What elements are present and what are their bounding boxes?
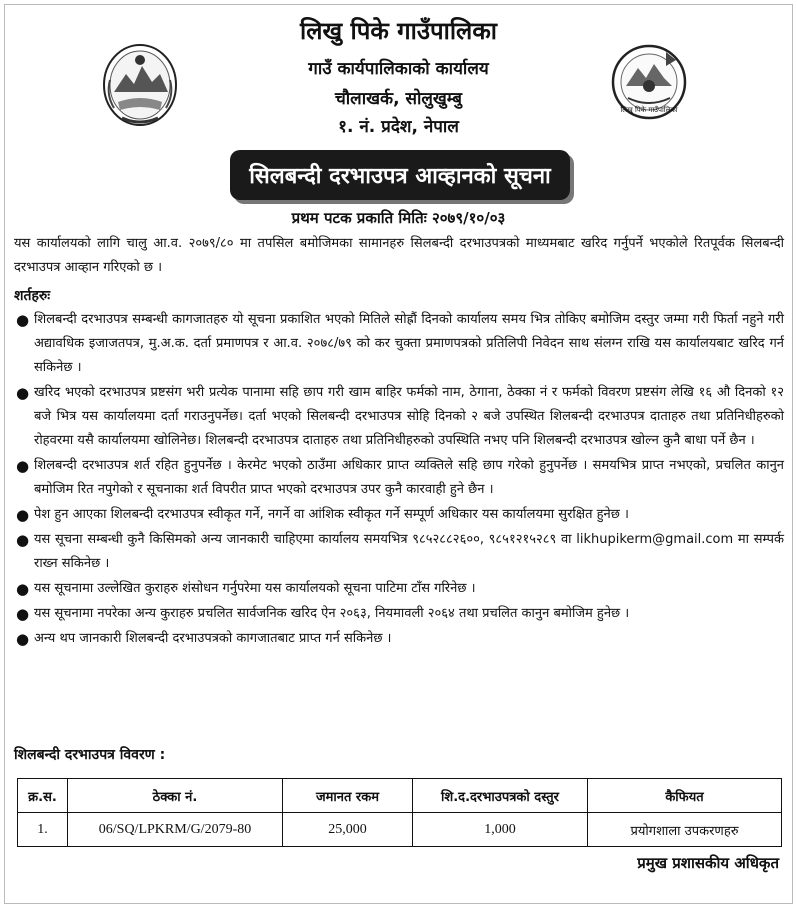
notice-title: सिलबन्दी दरभाउपत्र आव्हानको सूचना <box>249 164 551 189</box>
cell-serial: 1. <box>18 813 68 847</box>
condition-item <box>14 503 784 527</box>
office-location: चौलाखर्क, सोलुखुम्बु <box>334 89 463 109</box>
condition-text: अन्य थप जानकारी शिलबन्दी दरभाउपत्रको कागजातबाट प्राप्त गर्न सकिनेछ । <box>34 631 392 646</box>
condition-text: यस सूचना सम्बन्धी कुनै किसिमको अन्य जानकारी चाहिएमा कार्यालय समयभित्र ९८५२८८२६००, ९८५१२१५२८९ वा likhupikerm@gmail.com मा सम्पर्क राख्न सकिनेछ । <box>34 532 784 571</box>
table-header-row <box>18 779 782 813</box>
col-header-security-amount: जमानत रकम <box>283 779 413 813</box>
col-header-serial: क्र.स. <box>18 779 68 813</box>
condition-item <box>14 602 784 626</box>
condition-text: शिलबन्दी दरभाउपत्र शर्त रहित हुनुपर्नेछ । केरमेट भएको ठाउँमा अधिकार प्राप्त व्यक्तिले सहि छाप गरेको हुनुपर्नेछ । समयभित्र प्राप्त नभएको, प्रचलित कानुन बमोजिम रित नपुगेको र सूचनाका शर्त विपरीत प्राप्त भएको दरभाउपत्र उपर कुनै कारवाही हुने छैन । <box>34 458 784 497</box>
bullet-icon: ● <box>16 506 30 524</box>
bullet-icon: ● <box>16 531 30 549</box>
cell-contract-no: 06/SQ/LPKRM/G/2079-80 <box>68 813 283 847</box>
office-name: गाउँ कार्यपालिकाको कार्यालय <box>308 59 489 79</box>
municipality-seal-icon <box>606 42 692 124</box>
notice-title-banner <box>230 150 570 200</box>
cell-fee: 1,000 <box>413 813 588 847</box>
cell-security-amount: 25,000 <box>283 813 413 847</box>
details-table <box>17 778 782 847</box>
condition-item <box>14 577 784 601</box>
details-heading: शिलबन्दी दरभाउपत्र विवरण : <box>14 747 166 763</box>
cell-remarks: प्रयोगशाला उपकरणहरु <box>588 813 782 847</box>
condition-text: शिलबन्दी दरभाउपत्र सम्बन्धी कागजातहरु यो सूचना प्रकाशित भएको मितिले सोह्रौं दिनको कार्यालय समय भित्र तोकिए बमोजिम दस्तुर जम्मा गरी फिर्ता नहुने गरी अद्यावधिक इजाजतपत्र, मु.अ.क. दर्ता प्रमाणपत्र र आ.व. २०७८/७९ को कर चुक्ता प्रमाणपत्रको प्रतिलिपी निवेदन साथ संलग्न राखि यस कार्यालयबाट खरिद गर्न सकिनेछ । <box>34 312 784 375</box>
col-header-contract-no: ठेक्का नं. <box>68 779 283 813</box>
bullet-icon: ● <box>16 580 30 598</box>
condition-text: पेश हुन आएका शिलबन्दी दरभाउपत्र स्वीकृत गर्ने, नगर्ने वा आंशिक स्वीकृत गर्ने सम्पूर्ण अधिकार यस कार्यालयमा सुरक्षित हुनेछ । <box>34 507 629 522</box>
condition-text: यस सूचनामा उल्लेखित कुराहरु शंसोधन गर्नुपरेमा यस कार्यालयको सूचना पाटिमा टाँस गरिनेछ । <box>34 581 476 596</box>
conditions-list <box>14 308 784 652</box>
seal-text: लिखु पिके गाउँपालिका <box>620 106 678 114</box>
signatory-title: प्रमुख प्रशासकीय अधिकृत <box>637 854 779 872</box>
intro-paragraph: यस कार्यालयको लागि चालु आ.व. २०७९/८० मा तपसिल बमोजिमका सामानहरु सिलबन्दी दरभाउपत्रको माध्यमबाट खरिद गर्नुपर्ने भएकोले रितपूर्वक सिलबन्दी दरभाउपत्र आव्हान गरिएको छ । <box>14 236 784 275</box>
province-line: १. नं. प्रदेश, नेपाल <box>338 117 459 137</box>
condition-item <box>14 454 784 502</box>
bullet-icon: ● <box>16 457 30 475</box>
col-header-fee: शि.द.दरभाउपत्रको दस्तुर <box>413 779 588 813</box>
condition-item <box>14 528 784 576</box>
bullet-icon: ● <box>16 384 30 402</box>
bullet-icon: ● <box>16 630 30 648</box>
condition-text: यस सूचनामा नपरेका अन्य कुराहरु प्रचलित सार्वजनिक खरिद ऐन २०६३, नियमावली २०६४ तथा प्रचलित कानुन बमोजिम हुनेछ । <box>34 606 630 621</box>
condition-text: खरिद भएको दरभाउपत्र प्रष्टसंग भरी प्रत्येक पानामा सहि छाप गरी खाम बाहिर फर्मको नाम, ठेगाना, ठेक्का नं र फर्मको विवरण प्रष्टसंग लेखि १६ औ दिनको १२ बजे भित्र यस कार्यालयमा दर्ता गराउनुपर्नेछ। दर्ता भएको सिलबन्दी दरभाउपत्र सोहि दिनको २ बजे उपस्थित शिलबन्दी दरभाउपत्र दाताहरु तथा प्रतिनिधीहरुको रोहवरमा यसै कार्यालयमा खोलिनेछ। शिलबन्दी दरभाउपत्र दाताहरु तथा प्रतिनिधीहरुको उपस्थिति नभए पनि शिलबन्दी दरभाउपत्र खोल्न कुनै बाधा पर्ने छैन । <box>34 385 784 448</box>
conditions-heading: शर्तहरुः <box>14 288 51 304</box>
publication-date: प्रथम पटक प्रकाति मितिः २०७९/१०/०३ <box>291 209 506 227</box>
col-header-remarks: कैफियत <box>588 779 782 813</box>
bullet-icon: ● <box>16 311 30 329</box>
condition-item <box>14 381 784 453</box>
condition-item <box>14 308 784 380</box>
bullet-icon: ● <box>16 605 30 623</box>
condition-item <box>14 627 784 651</box>
municipality-title: लिखु पिके गाउँपालिका <box>300 17 497 45</box>
table-row <box>18 813 782 847</box>
